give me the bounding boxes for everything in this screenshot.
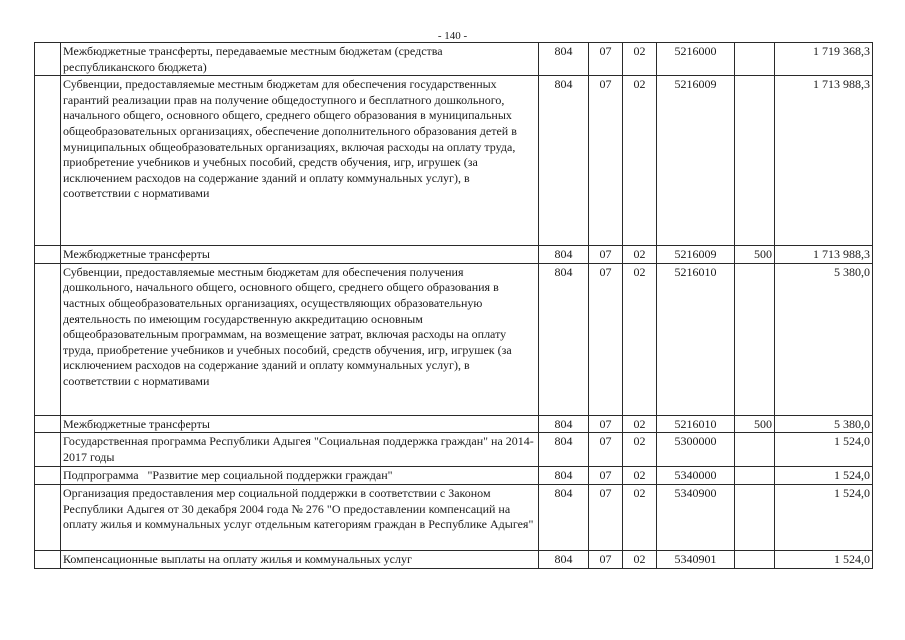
amount-cell: 1 524,0 [775,550,873,568]
subsection-code-cell: 02 [623,246,657,264]
ministry-code-cell: 804 [539,76,589,246]
section-code-cell: 07 [589,467,623,485]
subsection-code-cell: 02 [623,263,657,415]
amount-cell: 1 524,0 [775,484,873,550]
ministry-code-cell: 804 [539,263,589,415]
expense-type-cell: 500 [735,415,775,433]
amount-cell: 1 524,0 [775,433,873,467]
section-code-cell: 07 [589,484,623,550]
amount-cell: 1 713 988,3 [775,246,873,264]
table-row [35,263,873,415]
name-cell: Организация предоставления мер социальной поддержки в соответствии с Законом Республики Адыгея от 30 декабря 2004 года № 276 "О предоставлении компенсаций на оплату жилья и коммунальных услуг отдельным категориям граждан в Республике Адыгея" [61,484,539,550]
ministry-code-cell: 804 [539,467,589,485]
subsection-code-cell: 02 [623,76,657,246]
table-row [35,415,873,433]
expense-type-cell [735,76,775,246]
amount-cell: 1 713 988,3 [775,76,873,246]
name-cell: Субвенции, предоставляемые местным бюджетам для обеспечения государственных гарантий реализации прав на получение общедоступного и бесплатного дошкольного, начального общего, основного общего, среднего общего образования в муниципальных общеобразовательных организациях, обеспечение дополнительного образования детей в муниципальных общеобразовательных организациях, включая расходы на оплату труда, приобретение учебников и учебных пособий, средств обучения, игр, игрушек (за исключением расходов на содержание зданий и оплату коммунальных услуг), в соответствии с нормативами [61,76,539,246]
expense-type-cell [735,43,775,76]
expense-type-cell [735,263,775,415]
table-row [35,76,873,246]
name-cell: Государственная программа Республики Адыгея "Социальная поддержка граждан" на 2014-2017 годы [61,433,539,467]
section-code-cell: 07 [589,263,623,415]
target-item-cell: 5216010 [657,263,735,415]
table-row [35,433,873,467]
amount-cell: 5 380,0 [775,263,873,415]
section-code-cell: 07 [589,76,623,246]
amount-cell: 1 524,0 [775,467,873,485]
ministry-code-cell: 804 [539,550,589,568]
table-row [35,43,873,76]
empty-cell [35,550,61,568]
expense-type-cell: 500 [735,246,775,264]
ministry-code-cell: 804 [539,415,589,433]
section-code-cell: 07 [589,246,623,264]
name-cell: Подпрограмма "Развитие мер социальной поддержки граждан" [61,467,539,485]
target-item-cell: 5340901 [657,550,735,568]
target-item-cell: 5216009 [657,246,735,264]
page-number: - 140 - [437,30,468,42]
name-cell: Компенсационные выплаты на оплату жилья и коммунальных услуг [61,550,539,568]
amount-cell: 1 719 368,3 [775,43,873,76]
empty-cell [35,43,61,76]
subsection-code-cell: 02 [623,43,657,76]
expense-type-cell [735,550,775,568]
empty-cell [35,484,61,550]
target-item-cell: 5216009 [657,76,735,246]
amount-cell: 5 380,0 [775,415,873,433]
expense-type-cell [735,484,775,550]
name-cell: Межбюджетные трансферты [61,246,539,264]
table-row [35,467,873,485]
empty-cell [35,263,61,415]
target-item-cell: 5300000 [657,433,735,467]
ministry-code-cell: 804 [539,246,589,264]
name-cell: Межбюджетные трансферты, передаваемые местным бюджетам (средства республиканского бюджета) [61,43,539,76]
ministry-code-cell: 804 [539,43,589,76]
section-code-cell: 07 [589,550,623,568]
name-cell: Субвенции, предоставляемые местным бюджетам для обеспечения получения дошкольного, начального общего, основного общего, среднего общего образования в частных общеобразовательных организациях, осуществляющих образовательную деятельность по имеющим государственную аккредитацию основным общеобразовательным программам, на возмещение затрат, включая расходы на оплату труда, приобретение учебников и учебных пособий, средств обучения, игр, игрушек (за исключением расходов на содержание зданий и оплату коммунальных услуг), в соответствии с нормативами [61,263,539,415]
empty-cell [35,467,61,485]
expense-type-cell [735,433,775,467]
ministry-code-cell: 804 [539,484,589,550]
target-item-cell: 5216000 [657,43,735,76]
subsection-code-cell: 02 [623,484,657,550]
table-row [35,484,873,550]
expense-type-cell [735,467,775,485]
empty-cell [35,76,61,246]
subsection-code-cell: 02 [623,550,657,568]
budget-table [34,42,873,569]
table-row [35,246,873,264]
subsection-code-cell: 02 [623,433,657,467]
target-item-cell: 5340000 [657,467,735,485]
section-code-cell: 07 [589,415,623,433]
target-item-cell: 5340900 [657,484,735,550]
ministry-code-cell: 804 [539,433,589,467]
empty-cell [35,246,61,264]
empty-cell [35,433,61,467]
section-code-cell: 07 [589,43,623,76]
subsection-code-cell: 02 [623,467,657,485]
target-item-cell: 5216010 [657,415,735,433]
empty-cell [35,415,61,433]
section-code-cell: 07 [589,433,623,467]
subsection-code-cell: 02 [623,415,657,433]
name-cell: Межбюджетные трансферты [61,415,539,433]
table-row [35,550,873,568]
